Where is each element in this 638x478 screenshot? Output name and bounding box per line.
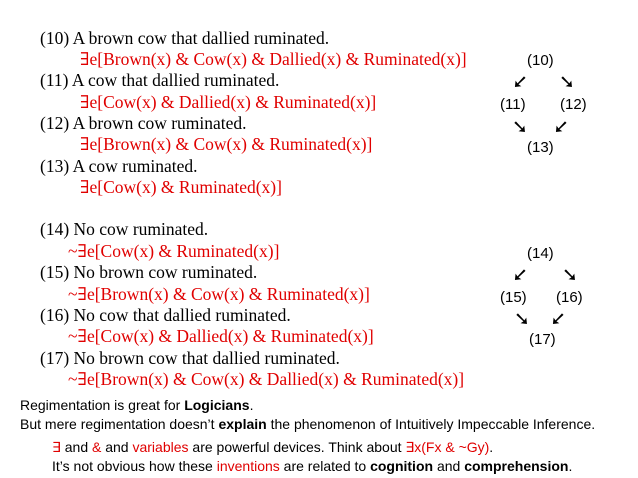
note-emphasis-explain: explain (218, 416, 267, 432)
note-text: . (568, 458, 573, 474)
note-emphasis-logicians: Logicians (184, 397, 250, 413)
diagram-node-14: (14) (527, 245, 554, 262)
note-text: are powerful devices. Think about (188, 439, 406, 455)
note-text: are related to (279, 458, 371, 474)
arrow-down-left-icon: ➘ (553, 116, 569, 138)
note-inventions: inventions (216, 458, 280, 474)
formula-16: ~∃e[Cow(x) & Dallied(x) & Ruminated(x)] (68, 326, 374, 346)
note-line-1 (20, 396, 253, 414)
note-ampersand: & (92, 439, 102, 455)
diagram-node-15: (15) (500, 289, 527, 306)
formula-15: ~∃e[Brown(x) & Cow(x) & Ruminated(x)] (68, 284, 370, 304)
sentence-11: (11) A cow that dallied ruminated. (40, 70, 280, 90)
diagram-node-10: (10) (527, 52, 554, 69)
arrow-down-right-icon: ➘ (562, 264, 578, 286)
note-text: and (101, 439, 133, 455)
note-emphasis-cognition: cognition (370, 458, 434, 474)
diagram-node-16: (16) (556, 289, 583, 306)
note-text: and (433, 458, 465, 474)
formula-14: ~∃e[Cow(x) & Ruminated(x)] (68, 241, 280, 261)
arrow-down-left-icon: ➘ (512, 264, 528, 286)
sentence-17: (17) No brown cow that dallied ruminated. (40, 348, 340, 368)
note-text: . (249, 397, 254, 413)
arrow-down-right-icon: ➘ (559, 71, 575, 93)
diagram-node-12: (12) (560, 96, 587, 113)
note-text: Regimentation is great for (20, 397, 185, 413)
note-text: But mere regimentation doesn’t (20, 416, 219, 432)
note-exists-symbol: ∃ (52, 439, 61, 455)
diagram-node-13: (13) (527, 139, 554, 156)
sentence-15: (15) No brown cow ruminated. (40, 262, 258, 282)
diagram-node-17: (17) (529, 331, 556, 348)
note-text: . (489, 439, 494, 455)
note-emphasis-comprehension: comprehension (464, 458, 569, 474)
sentence-13: (13) A cow ruminated. (40, 156, 198, 176)
formula-11: ∃e[Cow(x) & Dallied(x) & Ruminated(x)] (80, 92, 377, 112)
formula-12: ∃e[Brown(x) & Cow(x) & Ruminated(x)] (80, 134, 373, 154)
note-text: and (60, 439, 92, 455)
arrow-down-right-icon: ➘ (514, 308, 530, 330)
formula-10: ∃e[Brown(x) & Cow(x) & Dallied(x) & Ruminated(x)] (80, 49, 467, 69)
note-line-3 (52, 438, 493, 456)
diagram-node-11: (11) (500, 96, 526, 113)
note-variables: variables (132, 439, 189, 455)
note-line-4 (52, 457, 572, 475)
note-line-2 (20, 415, 595, 433)
note-text: the phenomenon of Intuitively Impeccable Inference. (266, 416, 596, 432)
sentence-14: (14) No cow ruminated. (40, 219, 209, 239)
sentence-10: (10) A brown cow that dallied ruminated. (40, 28, 330, 48)
note-text: It’s not obvious how these (52, 458, 217, 474)
arrow-down-left-icon: ➘ (550, 308, 566, 330)
note-formula-example: ∃x(Fx & ~Gy) (405, 439, 490, 455)
formula-13: ∃e[Cow(x) & Ruminated(x)] (80, 177, 282, 197)
sentence-12: (12) A brown cow ruminated. (40, 113, 247, 133)
arrow-down-right-icon: ➘ (512, 116, 528, 138)
formula-17: ~∃e[Brown(x) & Cow(x) & Dallied(x) & Ruminated(x)] (68, 369, 465, 389)
sentence-16: (16) No cow that dallied ruminated. (40, 305, 291, 325)
arrow-down-left-icon: ➘ (512, 71, 528, 93)
